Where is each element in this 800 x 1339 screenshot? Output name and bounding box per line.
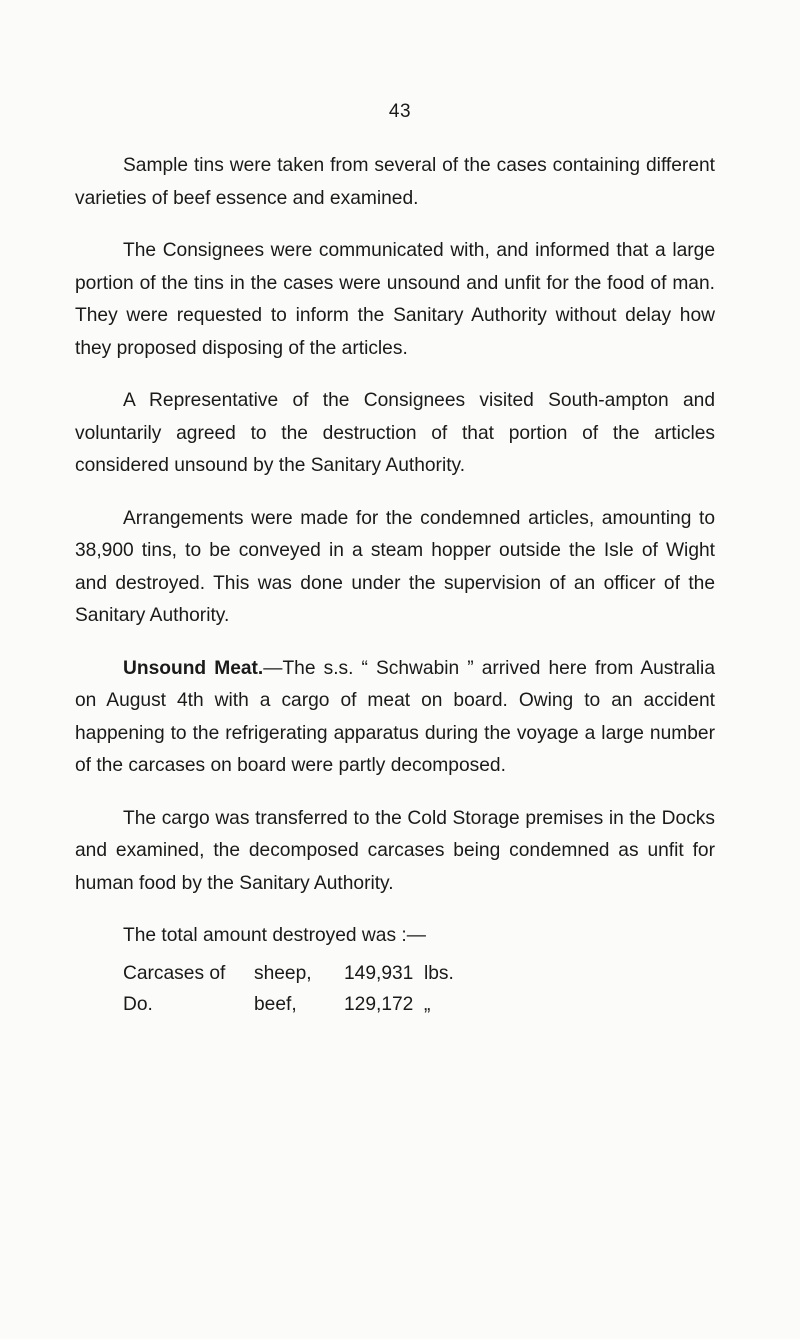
paragraph-consignees-informed: The Consignees were communicated with, and informed that a large portion of the tins in the cases were unsound and unfit for the food of man. They were requested to inform the Sanitary Authority without delay how they proposed disposing of the articles. <box>75 240 715 359</box>
paragraph-representative-visit: A Representative of the Consignees visited South-ampton and voluntarily agreed to the destruction of that portion of the articles considered unsound by the Sanitary Authority. <box>75 390 715 476</box>
totals-intro: The total amount destroyed was :— <box>123 925 426 946</box>
list-item: Do. beef, 129,172 „ <box>123 993 431 1015</box>
paragraph-cold-storage: The cargo was transferred to the Cold Storage premises in the Docks and examined, the decomposed carcases being condemned as unfit for human food by the Sanitary Authority. <box>75 807 715 894</box>
paragraph-unsound-meat: Unsound Meat.—The s.s. “ Schwabin ” arrived here from Australia on August 4th with a cargo of meat on board. Owing to an accident happening to the refrigerating apparatus during the voyage a large number of the carcases on board were partly decomposed. <box>75 657 715 776</box>
list-item: Carcases of sheep, 149,931 lbs. <box>123 962 454 984</box>
paragraph-beef-essence-samples: Sample tins were taken from several of the cases containing different varieties of beef essence and examined. <box>75 155 715 209</box>
body-text <box>75 150 715 1021</box>
section-heading-unsound-meat: Unsound Meat. <box>123 657 264 679</box>
paragraph-arrangements: Arrangements were made for the condemned articles, amounting to 38,900 tins, to be conveyed in a steam hopper outside the Isle of Wight and destroyed. This was done under the supervision of an officer of the Sanitary Authority. <box>75 507 715 626</box>
page-number: 43 <box>388 101 412 122</box>
totals-list <box>75 959 715 1021</box>
